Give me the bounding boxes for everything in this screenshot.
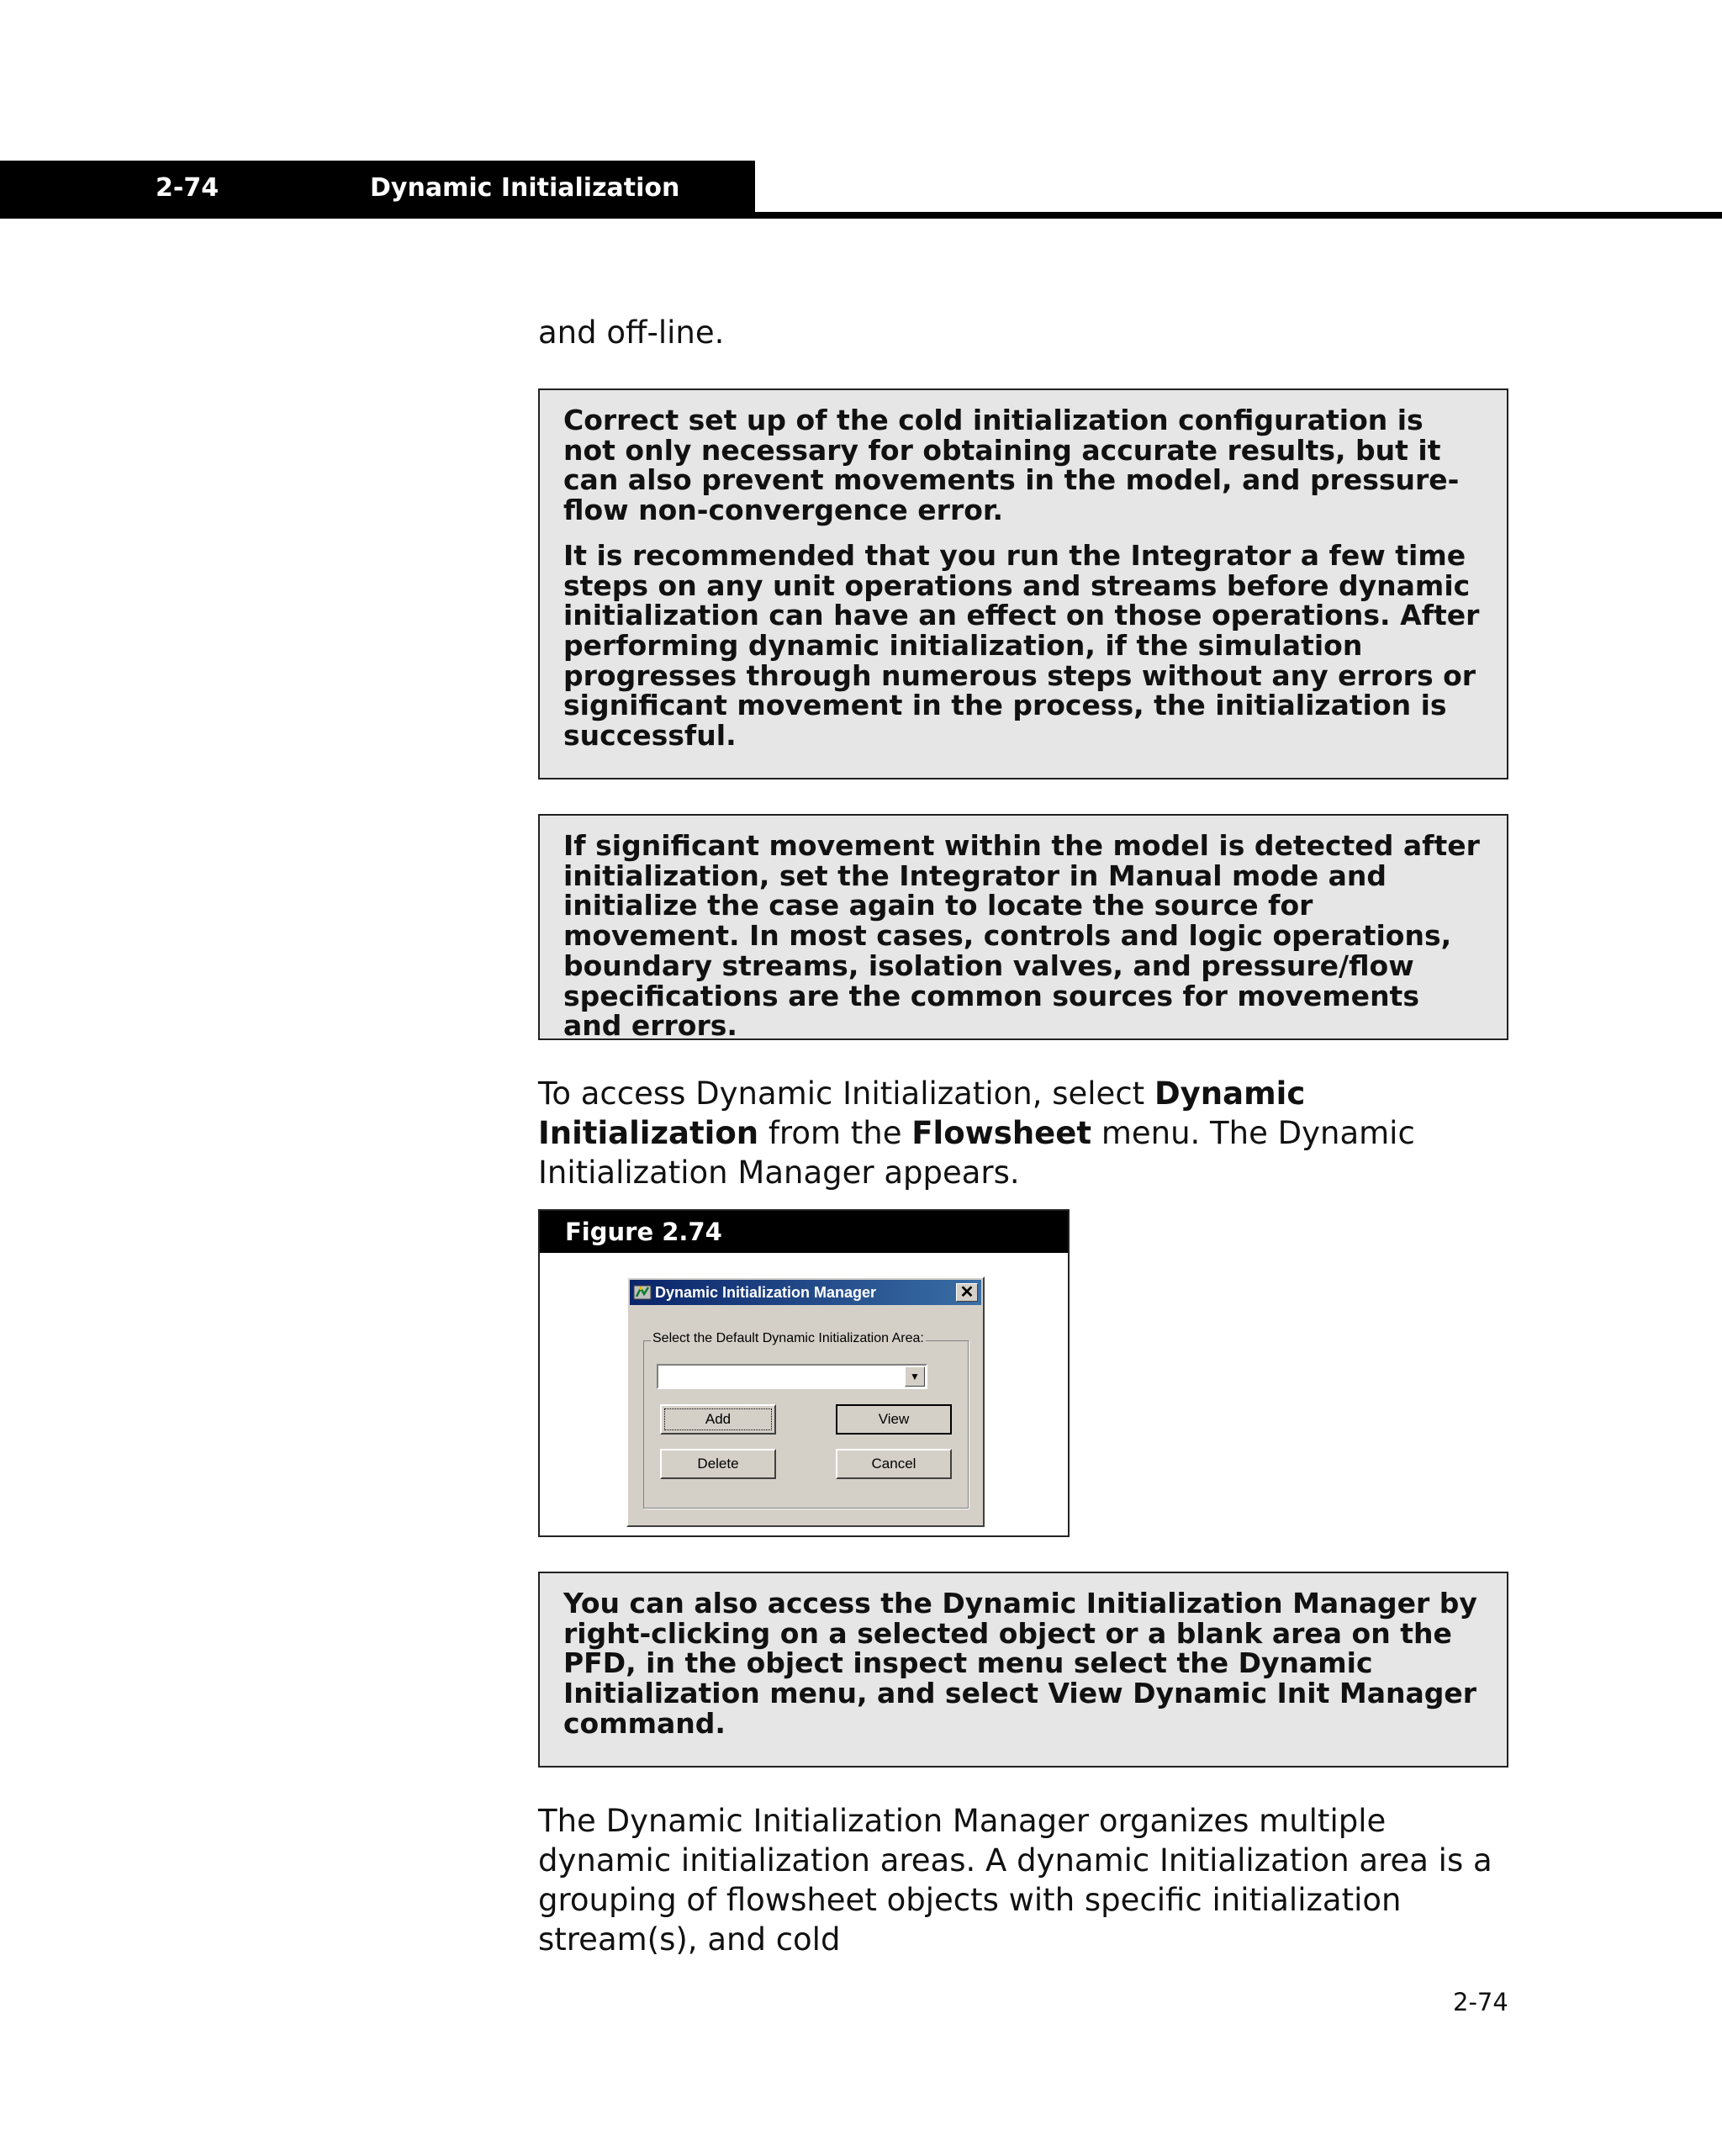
note2-paragraph-1: If significant movement within the model is detected after initialization, set the Integrator in Manual mode and initialize the case again to locate the source for movement. In most cases, controls and logic operations, boundary streams, isolation valves, and pressure/flow specifications are the common sources for movements and errors.	[563, 829, 1480, 1043]
dynamic-initialization-manager-dialog	[626, 1276, 985, 1527]
figure-2-74	[538, 1209, 1070, 1537]
note-box-right-click-access	[538, 1572, 1508, 1768]
access-bold-menu: Flowsheet	[911, 1115, 1092, 1151]
header-rule	[0, 212, 1722, 219]
access-paragraph	[538, 1074, 1513, 1192]
figure-caption: Figure 2.74	[540, 1211, 1068, 1253]
closing-paragraph: The Dynamic Initialization Manager organizes multiple dynamic initialization areas. A dynamic Initialization area is a grouping of flowsheet objects with specific initialization stream(s), and cold	[538, 1803, 1492, 1958]
note1-paragraph-1: Correct set up of the cold initialization configuration is not only necessary for obtaining accurate results, but it can also prevent movements in the model, and pressure-flow non-convergence error.	[563, 404, 1460, 527]
chevron-down-icon[interactable]: ▼	[905, 1366, 925, 1387]
dialog-title: Dynamic Initialization Manager	[655, 1284, 877, 1301]
header-page-number: 2-74	[156, 173, 219, 203]
add-button[interactable]: Add	[660, 1404, 776, 1435]
cancel-button[interactable]: Cancel	[836, 1449, 952, 1479]
note-box-movement	[538, 814, 1508, 1043]
access-bold-menu-item: Dynamic Initialization	[538, 1075, 1306, 1151]
intro-fragment: and off-line.	[538, 314, 725, 351]
delete-button[interactable]: Delete	[660, 1449, 776, 1479]
view-button[interactable]: View	[836, 1404, 952, 1435]
note3-paragraph-1: You can also access the Dynamic Initialization Manager by right-clicking on a selected object or a blank area on the PFD, in the object inspect menu select the Dynamic Initialization menu, and select View Dynamic Init Manager command.	[563, 1587, 1477, 1740]
dialog-title-bar[interactable]	[630, 1280, 981, 1305]
default-area-dropdown[interactable]	[657, 1364, 927, 1389]
access-text-1: To access Dynamic Initialization, select	[538, 1075, 1154, 1112]
header-section-title: Dynamic Initialization	[370, 173, 680, 203]
note1-paragraph-2: It is recommended that you run the Integrator a few time steps on any unit operations and streams before dynamic initialization can have an effect on those operations. After performing dynamic initialization, if the simulation progresses through numerous steps without any errors or significant movement in the process, the initialization is successful.	[563, 538, 1480, 753]
access-text-3: menu. The Dynamic Initialization Manager appears.	[538, 1115, 1415, 1191]
close-icon[interactable]: ✕	[956, 1283, 978, 1302]
groupbox-label: Select the Default Dynamic Initialization Area:	[652, 1331, 924, 1345]
note-box-cold-initialization	[538, 388, 1508, 779]
footer-page-number: 2-74	[1453, 1988, 1508, 2016]
hysys-app-icon	[633, 1284, 652, 1301]
access-text-2: from the	[758, 1115, 912, 1151]
